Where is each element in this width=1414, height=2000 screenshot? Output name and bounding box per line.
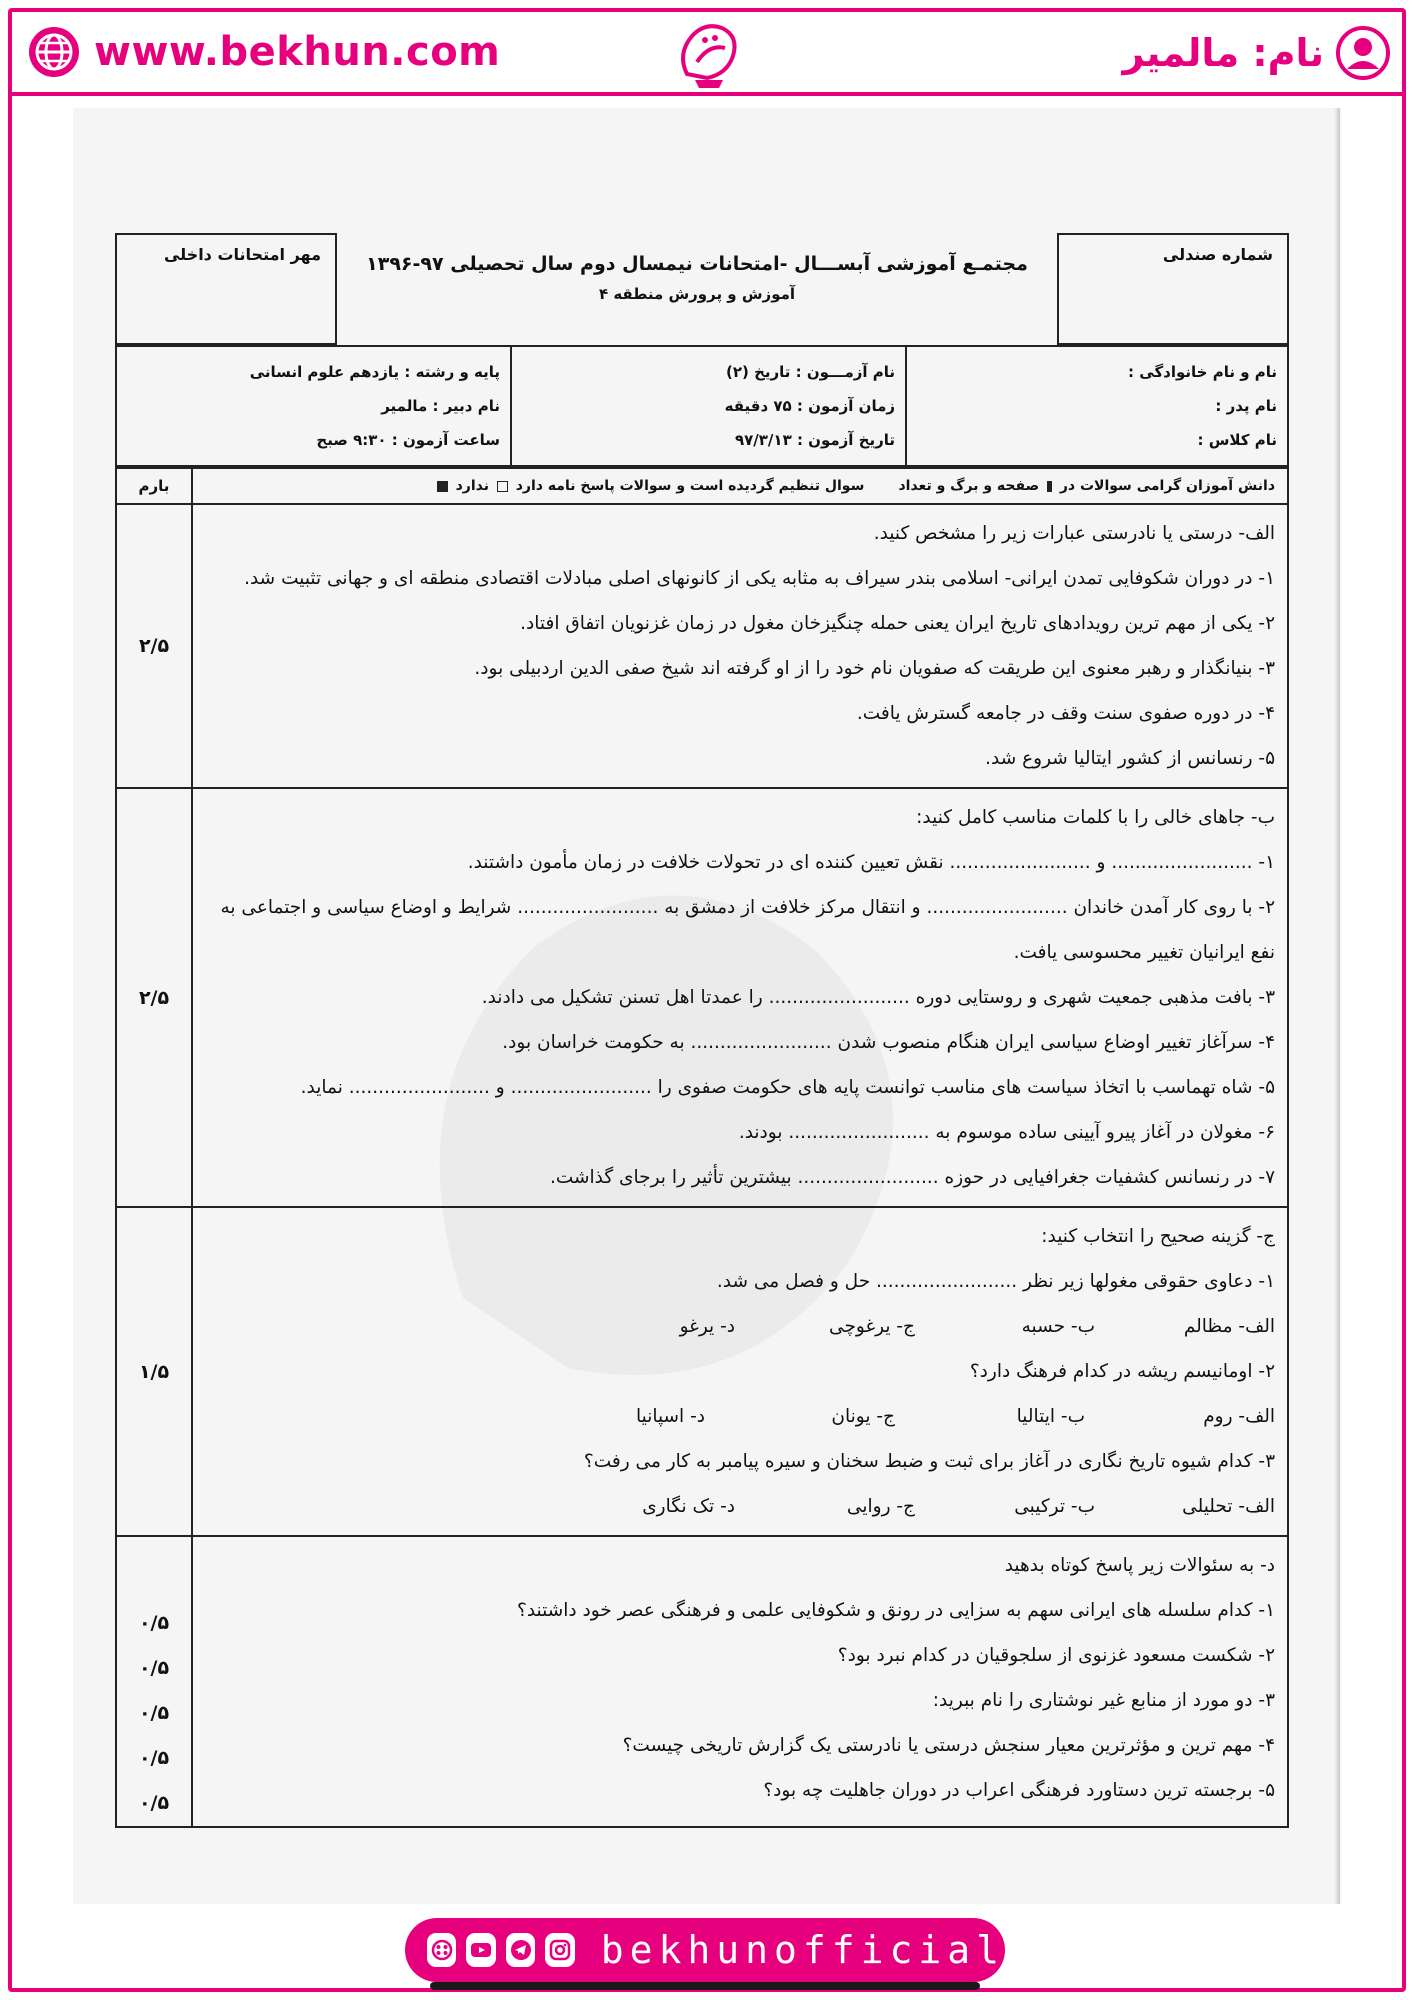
section-c-score: ۱/۵ xyxy=(117,1208,193,1535)
globe-icon xyxy=(28,26,80,78)
notice-row xyxy=(117,467,1287,503)
seat-label: شماره صندلی xyxy=(1162,245,1273,264)
exam-title-area xyxy=(337,253,1057,303)
questions-table xyxy=(115,467,1289,1828)
test-info xyxy=(512,347,907,465)
course-time: ساعت آزمون : ۹:۳۰ صبح xyxy=(316,431,500,449)
course-grade: پایه و رشته : یازدهم علوم انسانی xyxy=(249,363,500,381)
section-c-heading: ج- گزینه صحیح را انتخاب کنید: xyxy=(1041,1226,1275,1247)
scan-shadow xyxy=(1334,108,1340,1904)
question-b6: ۶- مغولان در آغاز پیرو آیینی ساده موسوم به ........................ بودند. xyxy=(738,1122,1275,1143)
section-d-scores xyxy=(117,1537,193,1826)
section-a xyxy=(117,503,1287,787)
question-c1: ۱- دعاوی حقوقی مغولها زیر نظر ........................ حل و فصل می شد. xyxy=(716,1271,1275,1292)
option: ب- ایتالیا xyxy=(1016,1406,1085,1427)
checkbox-filled-icon xyxy=(1047,481,1052,492)
question-a3: ۳- بنیانگذار و رهبر معنوی این طریقت که صفویان نام خود را از او گرفته اند شیخ صفی الدین اردبیلی بود. xyxy=(474,658,1275,679)
exam-header xyxy=(115,233,1289,345)
site-link[interactable] xyxy=(28,26,500,78)
student-info xyxy=(907,347,1287,465)
social-footer xyxy=(405,1918,1005,1982)
option: الف- مظالم xyxy=(1183,1316,1275,1337)
aparat-icon xyxy=(430,1938,454,1962)
question-d3: ۳- دو مورد از منابع غیر نوشتاری را نام ببرید: xyxy=(932,1690,1275,1711)
stamp-label: مهر امتحانات داخلی xyxy=(163,245,321,264)
question-a4: ۴- در دوره صفوی سنت وقف در جامعه گسترش یافت. xyxy=(856,703,1275,724)
section-a-score: ۲/۵ xyxy=(117,505,193,787)
section-a-heading: الف- درستی یا نادرستی عبارات زیر را مشخص کنید. xyxy=(873,523,1275,544)
section-c xyxy=(117,1206,1287,1535)
bekhun-logo xyxy=(667,14,753,98)
question-a1: ۱- در دوران شکوفایی تمدن ایرانی- اسلامی بندر سیراف به مثابه یکی از کانونهای اصلی مبادلات اقتصادی منطقه ای و جهانی تثبیت شد. xyxy=(244,568,1275,589)
section-a-content xyxy=(193,505,1287,787)
score-header: بارم xyxy=(117,469,193,503)
exam-subtitle: آموزش و پرورش منطقه ۴ xyxy=(598,285,796,303)
test-duration: زمان آزمون : ۷۵ دقیقه xyxy=(724,397,895,415)
notice-part-1: دانش آموزان گرامی سوالات در xyxy=(1059,478,1275,494)
score-d2: ۰/۵ xyxy=(138,1657,170,1679)
instagram-link[interactable] xyxy=(545,1933,574,1967)
question-b3: ۳- بافت مذهبی جمعیت شهری و روستایی دوره ........................ را عمدتا اهل تسنن تشکیل می دادند. xyxy=(481,987,1275,1008)
question-b4: ۴- سرآغاز تغییر اوضاع سیاسی ایران هنگام منصوب شدن ........................ به حکومت خراسان بود. xyxy=(502,1032,1275,1053)
telegram-link[interactable] xyxy=(506,1933,535,1967)
score-d4: ۰/۵ xyxy=(138,1747,170,1769)
option: د- اسپانیا xyxy=(635,1406,705,1427)
header-divider xyxy=(12,92,1402,96)
site-url[interactable]: www.bekhun.com xyxy=(94,29,501,75)
section-b xyxy=(117,787,1287,1206)
telegram-icon xyxy=(509,1938,533,1962)
notice-part-4: ندارد xyxy=(455,478,489,494)
name-label: نام: مالمیر xyxy=(1122,31,1324,75)
option: د- یرغو xyxy=(679,1316,735,1337)
section-d xyxy=(117,1535,1287,1826)
question-d2: ۲- شکست مسعود غزنوی از سلجوقیان در کدام نبرد بود؟ xyxy=(837,1645,1275,1666)
score-d3: ۰/۵ xyxy=(138,1702,170,1724)
course-info xyxy=(113,347,512,465)
footer-shadow xyxy=(430,1982,980,1990)
instagram-icon xyxy=(548,1938,572,1962)
option: ب- ترکیبی xyxy=(1014,1496,1095,1517)
question-b2: ۲- با روی کار آمدن خاندان ........................ و انتقال مرکز خلافت از دمشق به ........................ شرایط و اوضاع سیاسی و اجتماعی به نفع ایرانیان تغییر محسوسی یافت. xyxy=(220,897,1275,963)
question-c3: ۳- کدام شیوه تاریخ نگاری در آغاز برای ثبت و ضبط سخنان و سیره پیامبر به کار می رفت؟ xyxy=(583,1451,1275,1472)
question-a2: ۲- یکی از مهم ترین رویدادهای تاریخ ایران یعنی حمله چنگیزخان مغول در زمان غزنویان اتفاق افتاد. xyxy=(520,613,1275,634)
option: الف- تحلیلی xyxy=(1182,1496,1275,1517)
option: ج- روایی xyxy=(846,1496,915,1517)
question-c3-options xyxy=(203,1484,1275,1529)
option: د- تک نگاری xyxy=(642,1496,735,1517)
site-header xyxy=(12,12,1402,96)
notice-part-3: سوال تنظیم گردیده است و سوالات پاسخ نامه دارد xyxy=(515,478,865,494)
question-b7: ۷- در رنسانس کشفیات جغرافیایی در حوزه ........................ بیشترین تأثیر را برجای گذاشت. xyxy=(549,1167,1275,1188)
student-fullname: نام و نام خانوادگی : xyxy=(1128,363,1277,381)
section-d-heading: د- به سئوالات زیر پاسخ کوتاه بدهید xyxy=(1004,1555,1275,1576)
question-d4: ۴- مهم ترین و مؤثرترین معیار سنجش درستی یا نادرستی یک گزارش تاریخی چیست؟ xyxy=(622,1735,1275,1756)
seat-number-box xyxy=(1057,233,1289,345)
author-name xyxy=(1122,26,1390,80)
user-icon xyxy=(1336,26,1390,80)
question-c2-options xyxy=(203,1394,1275,1439)
exam-info-grid xyxy=(115,345,1289,467)
question-b5: ۵- شاه تهماسب با اتخاذ سیاست های مناسب توانست پایه های حکومت صفوی را ........................ و ........................ نماید. xyxy=(300,1077,1275,1098)
aparat-link[interactable] xyxy=(427,1933,456,1967)
question-a5: ۵- رنسانس از کشور ایتالیا شروع شد. xyxy=(985,748,1275,769)
youtube-link[interactable] xyxy=(466,1933,495,1967)
question-d5: ۵- برجسته ترین دستاورد فرهنگی اعراب در دوران جاهلیت چه بود؟ xyxy=(763,1780,1275,1801)
section-c-content xyxy=(193,1208,1287,1535)
score-d1: ۰/۵ xyxy=(138,1612,170,1634)
section-b-heading: ب- جاهای خالی را با کلمات مناسب کامل کنید: xyxy=(916,807,1275,828)
student-father: نام پدر : xyxy=(1215,397,1277,415)
test-name: نام آزمـــون : تاریخ (۲) xyxy=(725,363,895,381)
stamp-box xyxy=(115,233,337,345)
test-date: تاریخ آزمون : ۹۷/۳/۱۳ xyxy=(734,431,895,449)
notice-part-2: صفحه و برگ و تعداد xyxy=(898,478,1040,494)
question-c2: ۲- اومانیسم ریشه در کدام فرهنگ دارد؟ xyxy=(969,1361,1275,1382)
youtube-icon xyxy=(469,1938,493,1962)
notice-text xyxy=(193,469,1287,503)
student-class: نام کلاس : xyxy=(1197,431,1277,449)
section-d-content xyxy=(193,1537,1287,1826)
question-b1: ۱- ........................ و ........................ نقش تعیین کننده ای در تحولات خلافت در زمان مأمون داشتند. xyxy=(467,852,1275,873)
exam-title: مجتمـع آموزشی آبســـال -امتحانات نیمسال دوم سال تحصیلی ۹۷-۱۳۹۶ xyxy=(366,253,1028,275)
question-d1: ۱- کدام سلسله های ایرانی سهم به سزایی در رونق و شکوفایی علمی و فرهنگی عصر خود داشتند؟ xyxy=(517,1600,1275,1621)
section-b-content xyxy=(193,789,1287,1206)
option: ج- یرغوچی xyxy=(829,1316,915,1337)
checkbox-checked-icon xyxy=(437,481,448,492)
score-d5: ۰/۵ xyxy=(138,1792,170,1814)
section-b-score: ۲/۵ xyxy=(117,789,193,1206)
checkbox-empty-icon xyxy=(497,481,508,492)
social-handle[interactable]: bekhunofficial xyxy=(600,1928,1005,1972)
option: ب- حسبه xyxy=(1021,1316,1095,1337)
scanned-exam-page xyxy=(73,108,1341,1904)
question-c1-options xyxy=(203,1304,1275,1349)
option: الف- روم xyxy=(1203,1406,1275,1427)
option: ج- یونان xyxy=(831,1406,895,1427)
exam-sheet xyxy=(115,233,1289,1828)
course-teacher: نام دبیر : مالمیر xyxy=(381,397,500,415)
